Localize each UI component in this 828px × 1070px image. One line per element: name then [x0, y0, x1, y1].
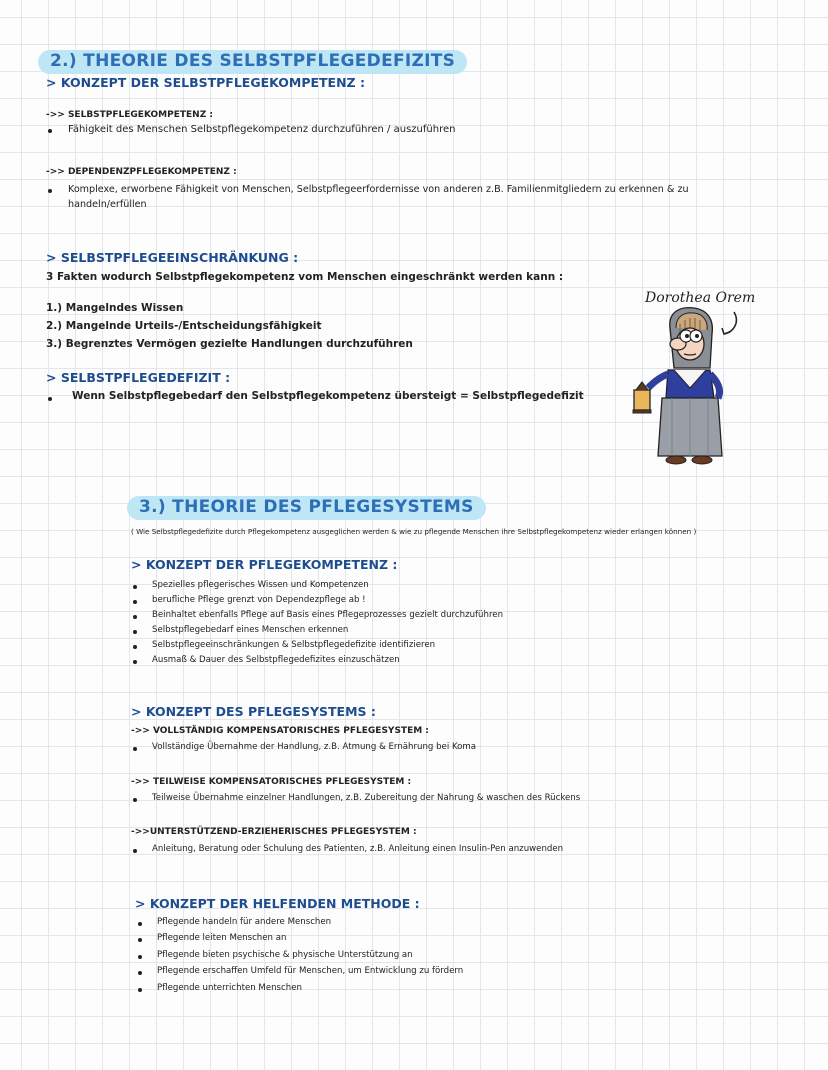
selfcare-competence-item: Fähigkeit des Menschen Selbstpflegekompetenz durchzuführen / auszuführen — [68, 124, 456, 135]
bullet — [133, 615, 137, 619]
bullet — [48, 129, 52, 133]
method-item-2: Pflegende leiten Menschen an — [157, 933, 287, 943]
competence-item-3: Beinhaltet ebenfalls Pflege auf Basis eines Pflegeprozesses gezielt durchzuführen — [152, 610, 504, 620]
concept-care-system-heading: > KONZEPT DES PFLEGESYSTEMS : — [131, 704, 376, 719]
bullet — [138, 938, 142, 942]
competence-item-4: Selbstpflegebedarf eines Menschen erkennen — [152, 625, 349, 635]
supportive-educative-item: Anleitung, Beratung oder Schulung des Patienten, z.B. Anleitung einen Insulin-Pen anzuwenden — [152, 844, 564, 854]
competence-item-5: Selbstpflegeeinschränkungen & Selbstpflegedefizite identifizieren — [152, 640, 436, 650]
bullet — [138, 922, 142, 926]
bullet — [133, 798, 137, 802]
bullet — [133, 849, 137, 853]
method-item-3: Pflegende bieten psychische & physische Unterstützung an — [157, 950, 413, 960]
full-compensatory-label: ->> VOLLSTÄNDIG KOMPENSATORISCHES PFLEGESYSTEM : — [131, 726, 429, 736]
concept-selfcare-heading: > KONZEPT DER SELBSTPFLEGEKOMPETENZ : — [46, 75, 365, 90]
selfcare-restriction-heading: > SELBSTPFLEGEEINSCHRÄNKUNG : — [46, 250, 299, 265]
selfcare-deficit-item: Wenn Selbstpflegebedarf den Selbstpflegekompetenz übersteigt = Selbstpflegedefizit — [72, 390, 584, 402]
selfcare-deficit-heading: > SELBSTPFLEGEDEFIZIT : — [46, 370, 231, 385]
bullet — [138, 955, 142, 959]
bullet — [133, 585, 137, 589]
method-item-4: Pflegende erschaffen Umfeld für Menschen, um Entwicklung zu fördern — [157, 966, 464, 976]
fact-2: 2.) Mangelnde Urteils-/Entscheidungsfähigkeit — [46, 320, 322, 332]
fact-3: 3.) Begrenztes Vermögen gezielte Handlungen durchzuführen — [46, 338, 413, 350]
section2-title: 2.) THEORIE DES SELBSTPFLEGEDEFIZITS — [38, 50, 467, 74]
concept-care-competence-heading: > KONZEPT DER PFLEGEKOMPETENZ : — [131, 557, 398, 572]
concept-helping-method-heading: > KONZEPT DER HELFENDEN METHODE : — [135, 896, 420, 911]
illustration-caption: Dorothea Orem — [645, 290, 756, 306]
selfcare-competence-label: ->> SELBSTPFLEGEKOMPETENZ : — [46, 110, 213, 120]
method-item-5: Pflegende unterrichten Menschen — [157, 983, 302, 993]
supportive-educative-label: ->>UNTERSTÜTZEND-ERZIEHERISCHES PFLEGESYSTEM : — [131, 827, 417, 837]
bullet — [133, 645, 137, 649]
competence-item-1: Spezielles pflegerisches Wissen und Kompetenzen — [152, 580, 369, 590]
competence-item-6: Ausmaß & Dauer des Selbstpflegedefizites einzuschätzen — [152, 655, 400, 665]
bullet — [133, 747, 137, 751]
dependent-care-item-line2: handeln/erfüllen — [68, 199, 147, 210]
bullet — [133, 630, 137, 634]
partial-compensatory-label: ->> TEILWEISE KOMPENSATORISCHES PFLEGESYSTEM : — [131, 777, 412, 787]
restriction-intro: 3 Fakten wodurch Selbstpflegekompetenz vom Menschen eingeschränkt werden kann : — [46, 271, 564, 283]
bullet — [138, 988, 142, 992]
fact-1: 1.) Mangelndes Wissen — [46, 302, 184, 314]
method-item-1: Pflegende handeln für andere Menschen — [157, 917, 332, 927]
full-compensatory-item: Vollständige Übernahme der Handlung, z.B. Atmung & Ernährung bei Koma — [152, 742, 477, 752]
section3-title: 3.) THEORIE DES PFLEGESYSTEMS — [127, 496, 486, 520]
bullet — [48, 397, 52, 401]
bullet — [48, 189, 52, 193]
bullet — [138, 971, 142, 975]
bullet — [133, 600, 137, 604]
bullet — [133, 660, 137, 664]
dependent-care-competence-label: ->> DEPENDENZPFLEGEKOMPETENZ : — [46, 167, 237, 177]
dorothea-orem-illustration — [622, 298, 742, 478]
competence-item-2: berufliche Pflege grenzt von Dependezpflege ab ! — [152, 595, 366, 605]
section3-subtitle: ( Wie Selbstpflegedefizite durch Pflegekompetenz ausgeglichen werden & wie zu pflegende Menschen ihre Selbstpflegekompetenz wieder erlangen können ) — [131, 527, 697, 536]
partial-compensatory-item: Teilweise Übernahme einzelner Handlungen, z.B. Zubereitung der Nahrung & waschen des Rückens — [152, 793, 581, 803]
dependent-care-item-line1: Komplexe, erworbene Fähigkeit von Menschen, Selbstpflegeerfordernisse von anderen z.B. Familienmitgliedern zu erkennen & zu — [68, 184, 689, 195]
